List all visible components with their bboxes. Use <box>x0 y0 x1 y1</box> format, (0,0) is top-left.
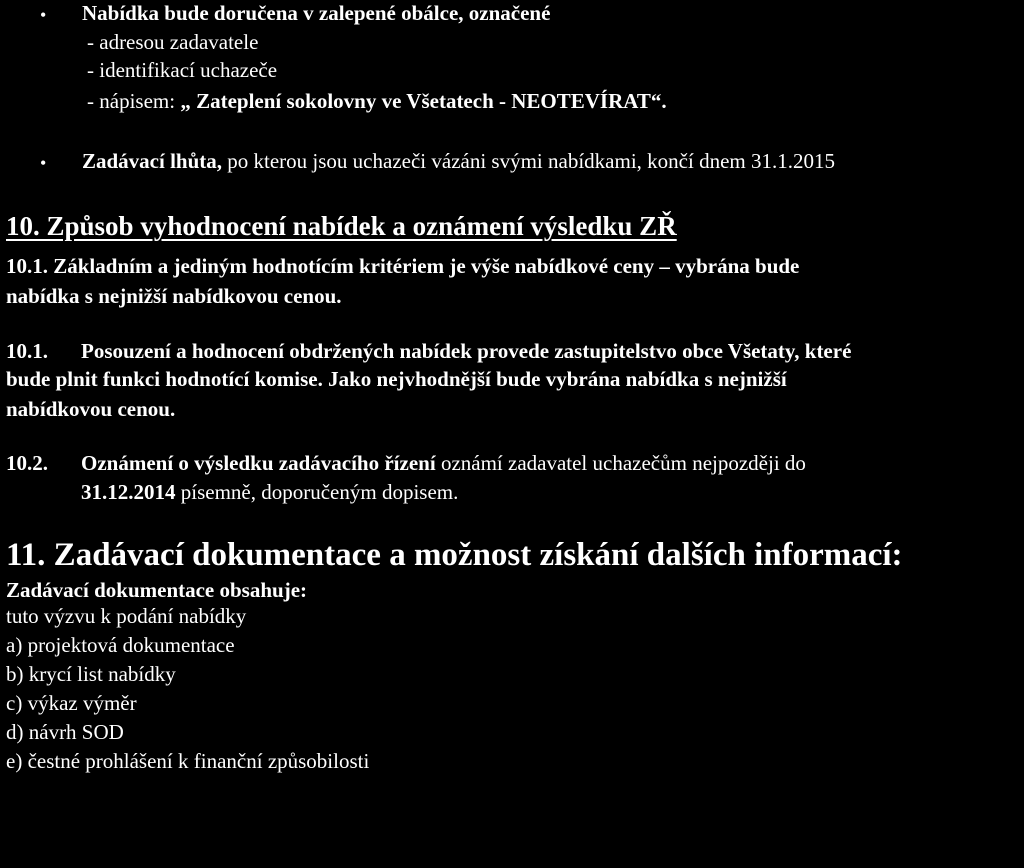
delivery-item-label: - nápisem: <box>87 89 176 113</box>
binding-period <box>82 148 835 174</box>
document-list-item: b) krycí list nabídky <box>6 662 176 686</box>
document-list-item: d) návrh SOD <box>6 720 124 744</box>
delivery-item: - adresou zadavatele <box>87 30 259 54</box>
paragraph-text: Posouzení a hodnocení obdržených nabídek provede zastupitelstvo obce Všetaty, které <box>81 339 852 363</box>
document-list-item: e) čestné prohlášení k finanční způsobilosti <box>6 749 370 773</box>
section-11-heading: 11. Zadávací dokumentace a možnost získání dalších informací: <box>6 537 903 573</box>
document-list-item: a) projektová dokumentace <box>6 633 235 657</box>
envelope-label-text: „ Zateplení sokolovny ve Všetatech - NEOTEVÍRAT“. <box>180 89 667 113</box>
document-list-item: c) výkaz výměr <box>6 691 137 715</box>
section-11-subtitle: Zadávací dokumentace obsahuje: <box>6 578 308 602</box>
paragraph-text: písemně, doporučeným dopisem. <box>175 480 459 504</box>
paragraph-10-1b-line: bude plnit funkci hodnotící komise. Jako nejvhodnější bude vybrána nabídka s nejnižší <box>6 367 787 391</box>
paragraph-number: 10.2. <box>6 451 48 475</box>
paragraph-10-1-line: nabídka s nejnižší nabídkovou cenou. <box>6 284 342 308</box>
paragraph-10-1-line: 10.1. Základním a jediným hodnotícím kritériem je výše nabídkové ceny – vybrána bude <box>6 254 800 278</box>
paragraph-10-1b-line: nabídkovou cenou. <box>6 397 176 421</box>
paragraph-bold-text: Oznámení o výsledku zadávacího řízení <box>81 451 436 475</box>
section-10-heading: 10. Způsob vyhodnocení nabídek a oznámení výsledku ZŘ <box>6 211 677 241</box>
document-list-item: tuto výzvu k podání nabídky <box>6 604 247 628</box>
paragraph-10-2-line <box>6 450 806 476</box>
paragraph-10-2-line <box>81 479 458 505</box>
binding-period-text: po kterou jsou uchazeči vázáni svými nabídkami, končí dnem 31.1.2015 <box>222 149 835 173</box>
paragraph-number: 10.1. <box>6 339 48 363</box>
delivery-item: - identifikací uchazeče <box>87 58 278 82</box>
deadline-date: 31.12.2014 <box>81 480 176 504</box>
paragraph-10-1b-line <box>6 338 851 364</box>
bullet-icon: • <box>40 153 47 173</box>
bullet-icon: • <box>40 5 47 25</box>
binding-period-label: Zadávací lhůta, <box>82 149 223 173</box>
paragraph-text: oznámí zadavatel uchazečům nejpozději do <box>435 451 806 475</box>
delivery-intro: Nabídka bude doručena v zalepené obálce, označené <box>82 1 551 25</box>
delivery-item <box>87 88 667 114</box>
